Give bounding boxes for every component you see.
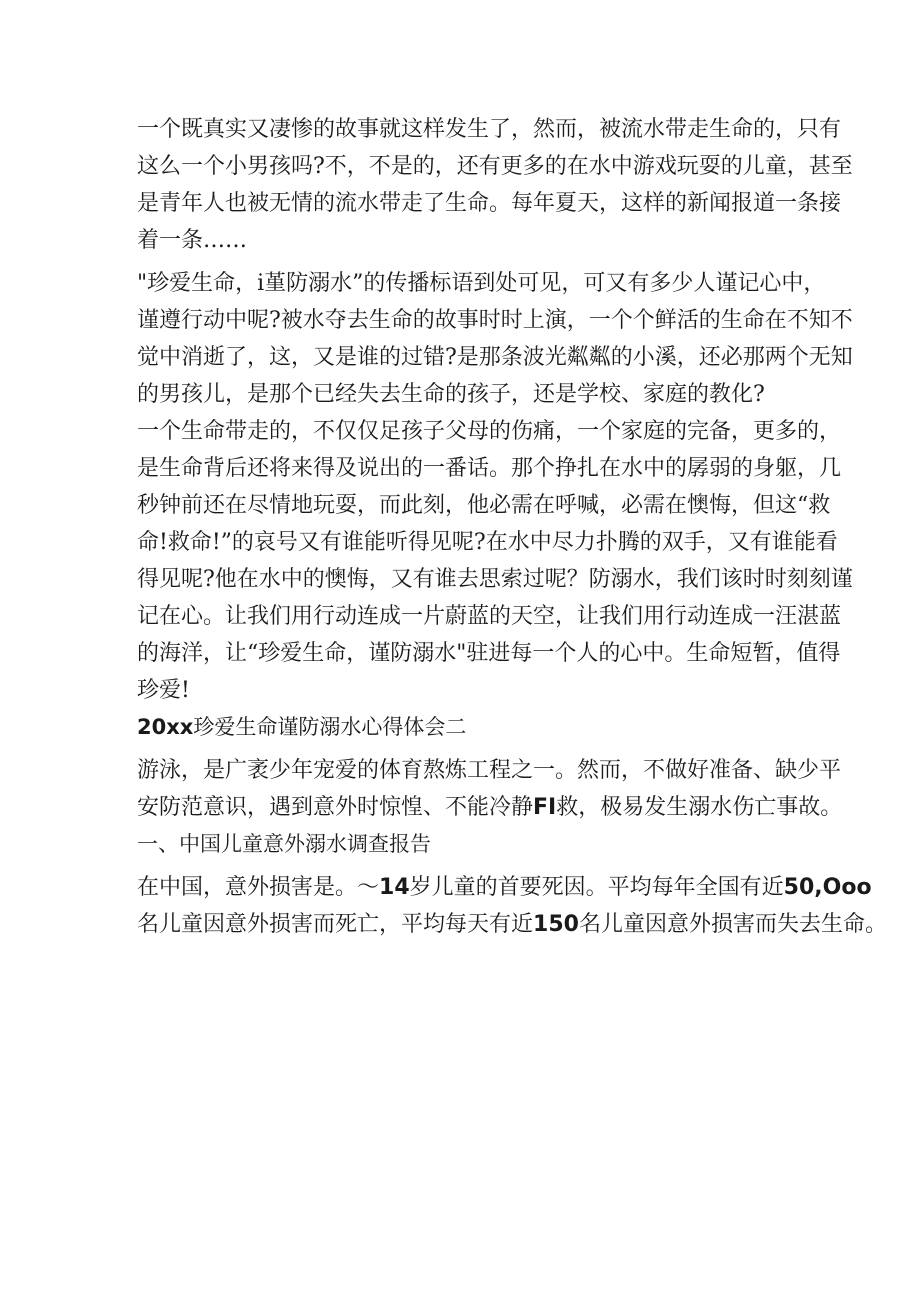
paragraph-line — [137, 869, 872, 906]
text-run: 岁儿童的首要死因。平均每年全国有近 — [409, 875, 784, 900]
paragraph-line: 秒钟前还在尽情地玩耍，而此刻，他必需在呼喊，必需在懊悔，但这“救 — [137, 493, 831, 518]
text-run: 安防范意识，遇到意外时惊惶、不能冷静 — [137, 795, 534, 820]
paragraph-3 — [137, 413, 853, 709]
text-run: 救，极易发生溺水伤亡事故。 — [556, 795, 843, 820]
subheading: 一、中国儿童意外溺水调查报告 — [137, 832, 431, 856]
paragraph-line — [137, 789, 843, 826]
paragraph-5 — [137, 869, 887, 943]
paragraph-line: 着一条…… — [137, 228, 248, 253]
paragraph-line: 游泳，是广袤少年宠爱的体育熬炼工程之一。然而，不做好准备、缺少平 — [137, 758, 842, 783]
paragraph-line: 珍爱! — [137, 678, 190, 703]
paragraph-2 — [137, 265, 853, 413]
paragraph-line: 是青年人也被无情的流水带走了生命。每年夏天，这样的新闻报道一条接 — [137, 191, 842, 216]
paragraph-line: 的男孩儿，是那个已经失去生命的孩子，还是学校、家庭的教化? — [137, 382, 765, 407]
paragraph-line: 这么一个小男孩吗?不，不是的，还有更多的在水中游戏玩耍的儿童，甚至 — [137, 154, 853, 179]
text-run-bold: 150 — [533, 912, 579, 937]
paragraph-line — [137, 906, 887, 943]
paragraph-4 — [137, 752, 843, 826]
paragraph-line: 得见呢?他在水中的懊悔，又有谁去思索过呢？防溺水，我们该时时刻刻谨 — [137, 567, 853, 592]
text-run-bold: 14 — [379, 875, 410, 900]
text-run-bold: 50,Ooo — [783, 875, 872, 900]
heading-year: 20xx — [137, 715, 194, 739]
text-run-bold: FI — [533, 795, 557, 820]
paragraph-line: 记在心。让我们用行动连成一片蔚蓝的天空，让我们用行动连成一汪湛蓝 — [137, 604, 842, 629]
paragraph-line: "珍爱生命，i堇防溺水”的传播标语到处可见，可又有多少人谨记心中， — [137, 271, 826, 296]
paragraph-line: 命!救命!”的哀号又有谁能听得见呢?在水中尽力扑腾的双手，又有谁能看 — [137, 530, 838, 555]
paragraph-line: 谨遵行动中呢?被水夺去生命的故事时时上演，一个个鲜活的生命在不知不 — [137, 308, 853, 333]
paragraph-1 — [137, 111, 853, 259]
heading-title: 珍爱生命谨防溺水心得体会二 — [193, 715, 467, 739]
text-run: 名儿童因意外损害而死亡，平均每天有近 — [137, 912, 534, 937]
text-run: 在中国，意外损害是。～ — [137, 875, 380, 900]
paragraph-line: 一个既真实又凄惨的故事就这样发生了，然而，被流水带走生命的，只有 — [137, 117, 842, 142]
paragraph-line: 是生命背后还将来得及说出的一番话。那个挣扎在水中的孱弱的身躯，几 — [137, 456, 842, 481]
paragraph-line: 一个生命带走的，不仅仅足孩子父母的伤痛，一个家庭的完备，更多的， — [137, 419, 842, 444]
paragraph-line: 觉中消逝了，这，又是谁的过错?是那条波光粼粼的小溪，还必那两个无知 — [137, 345, 853, 370]
section-heading — [137, 709, 797, 746]
text-run: 名儿童因意外损害而失去生命。 — [578, 912, 887, 937]
paragraph-line: 的海洋，让“珍爱生命，谨防溺水"驻进每一个人的心中。生命短暂，值得 — [137, 641, 841, 666]
document-page — [137, 111, 887, 943]
